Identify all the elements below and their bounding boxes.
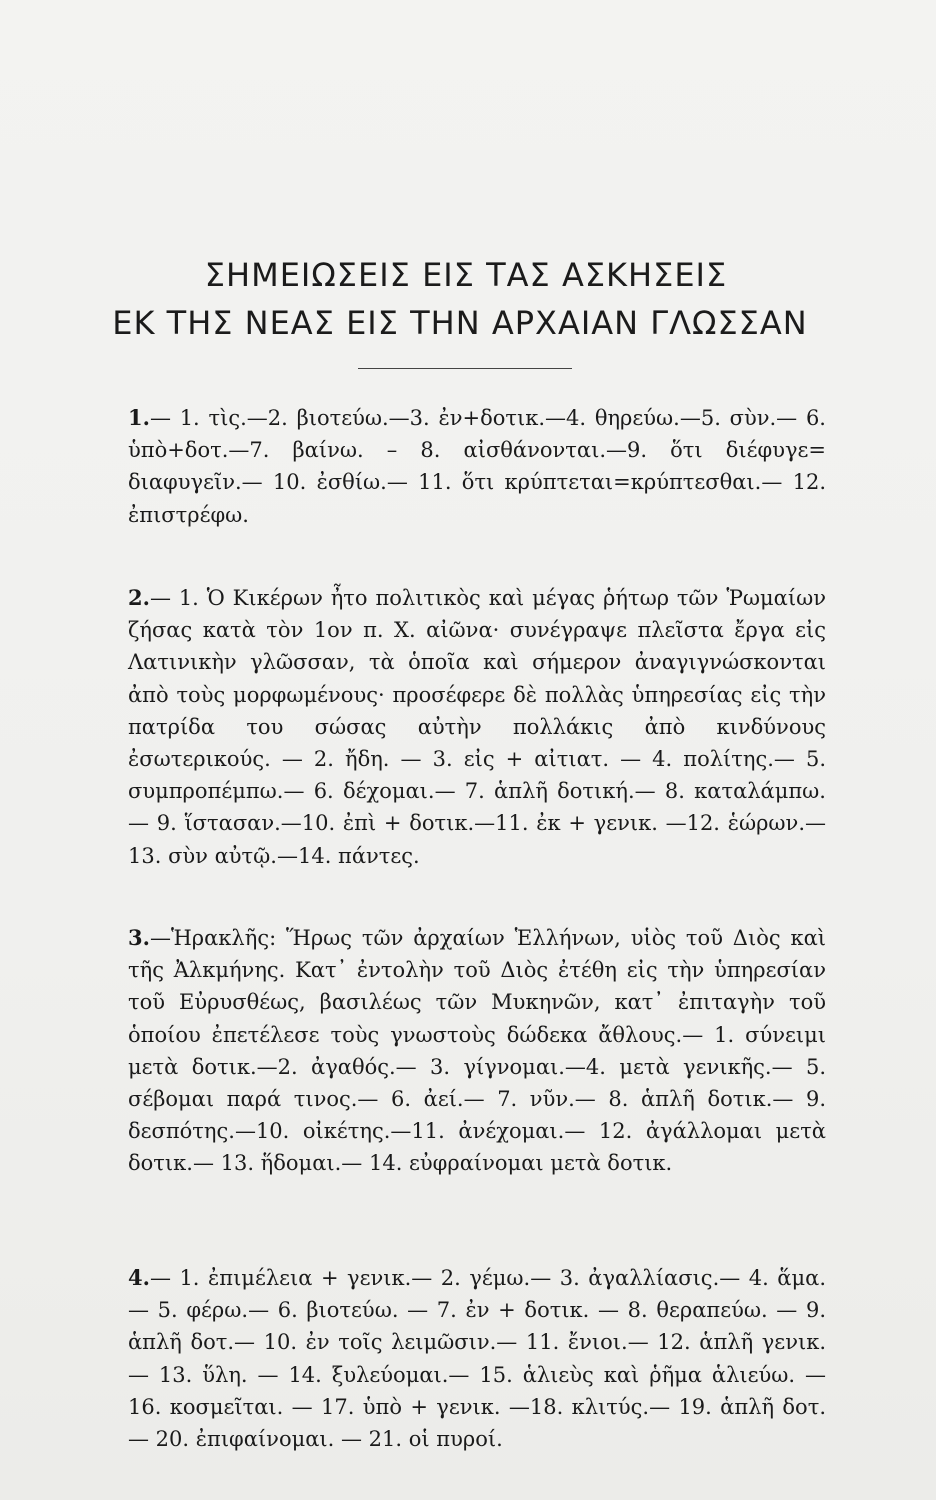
exercise-note-1	[128, 402, 826, 531]
exercise-note-text: — 1. τὶς.—2. βιοτεύω.—3. ἐν+δοτικ.—4. θηρεύω.—5. σὺν.— 6. ὑπὸ+δοτ.—7. βαίνω. – 8. αἰσθάνονται.—9. ὅτι διέφυγε= διαφυγεῖν.— 10. ἐσθίω.— 11. ὅτι κρύπτεται=κρύπτεσθαι.— 12. ἐπιστρέφω.	[128, 406, 826, 527]
exercise-note-4	[128, 1262, 826, 1455]
page-title-line-2: ΕΚ ΤΗΣ ΝΕΑΣ ΕΙΣ ΤΗΝ ΑΡΧΑΙΑΝ ΓΛΩΣΣΑΝ	[112, 304, 808, 342]
page-title-line-1: ΣΗΜΕΙΩΣΕΙΣ ΕΙΣ ΤΑΣ ΑΣΚΗΣΕΙΣ	[204, 256, 728, 294]
exercise-number: 2.	[128, 585, 150, 610]
exercise-number: 3.	[128, 925, 150, 950]
exercise-note-text: — 1. Ὁ Κικέρων ἦτο πολιτικὸς καὶ μέγας ῥήτωρ τῶν Ῥωμαίων ζήσας κατὰ τὸν 1ον π. Χ. αἰῶνα· συνέγραψε πλεῖστα ἔργα εἰς Λατινικὴν γλῶσσαν, τὰ ὁποῖα καὶ σήμερον ἀναγιγνώσκονται ἀπὸ τοὺς μορφωμένους· προσέφερε δὲ πολλὰς ὑπηρεσίας εἰς τὴν πατρίδα του σώσας αὐτὴν πολλάκις ἀπὸ κινδύνους ἐσωτερικούς. — 2. ἤδη. — 3. εἰς + αἰτιατ. — 4. πολίτης.— 5. συμπροπέμπω.— 6. δέχομαι.— 7. ἁπλῆ δοτική.— 8. καταλάμπω.— 9. ἵστασαν.—10. ἐπὶ + δοτικ.—11. ἐκ + γενικ. —12. ἑώρων.—13. σὺν αὐτῷ.—14. πάντες.	[128, 586, 826, 868]
exercise-number: 4.	[128, 1265, 150, 1290]
exercise-note-text: —Ἡρακλῆς: Ἥρως τῶν ἀρχαίων Ἑλλήνων, υἱὸς τοῦ Διὸς καὶ τῆς Ἀλκμήνης. Κατ᾽ ἐντολὴν τοῦ Διὸς ἐτέθη εἰς τὴν ὑπηρεσίαν τοῦ Εὐρυσθέως, βασιλέως τῶν Μυκηνῶν, κατ᾽ ἐπιταγὴν τοῦ ὁποίου ἐπετέλεσε τοὺς γνωστοὺς δώδεκα ἄθλους.— 1. σύνειμι μετὰ δοτικ.—2. ἀγαθός.— 3. γίγνομαι.—4. μετὰ γενικῆς.— 5. σέβομαι παρά τινος.— 6. ἀεί.— 7. νῦν.— 8. ἁπλῆ δοτικ.— 9. δεσπότης.—10. οἰκέτης.—11. ἀνέχομαι.— 12. ἀγάλλομαι μετὰ δοτικ.— 13. ἥδομαι.— 14. εὐφραίνομαι μετὰ δοτικ.	[128, 926, 826, 1176]
exercise-note-3	[128, 922, 826, 1180]
title-divider	[358, 368, 572, 369]
exercise-number: 1.	[128, 405, 150, 430]
exercise-note-2	[128, 582, 826, 872]
exercise-note-text: — 1. ἐπιμέλεια + γενικ.— 2. γέμω.— 3. ἀγαλλίασις.— 4. ἅμα. — 5. φέρω.— 6. βιοτεύω. — 7. ἐν + δοτικ. — 8. θεραπεύω. — 9. ἁπλῆ δοτ.— 10. ἐν τοῖς λειμῶσιν.— 11. ἔνιοι.— 12. ἁπλῆ γενικ. — 13. ὕλη. — 14. ξυλεύομαι.— 15. ἁλιεὺς καὶ ῥῆμα ἁλιεύω. — 16. κοσμεῖται. — 17. ὑπὸ + γενικ. —18. κλιτύς.— 19. ἁπλῆ δοτ. — 20. ἐπιφαίνομαι. — 21. οἱ πυροί.	[128, 1266, 826, 1452]
